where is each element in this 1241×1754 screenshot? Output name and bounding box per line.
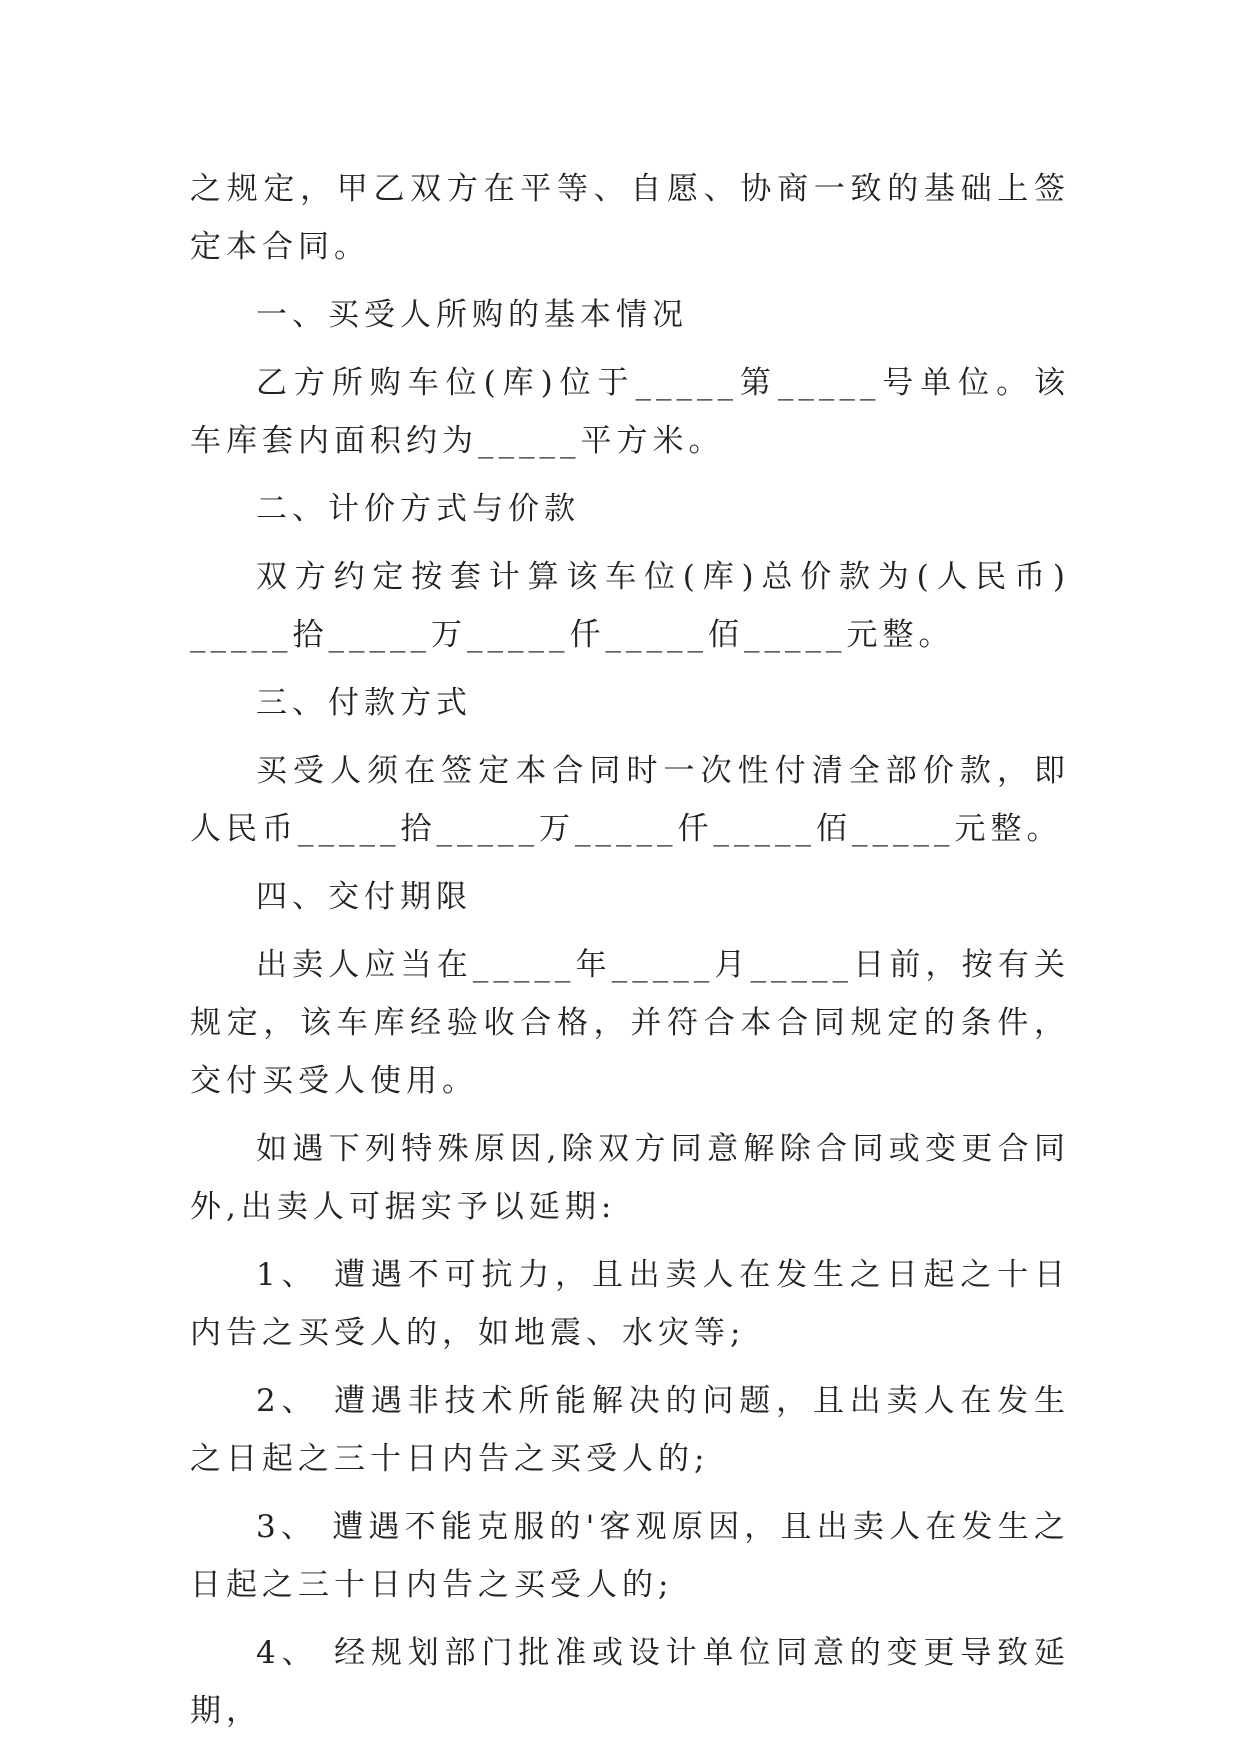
paragraph-payment-terms: 买受人须在签定本合同时一次性付清全部价款，即人民币_____拾_____万_____仟_____佰_____元整。 [190, 753, 1070, 847]
heading-section-1: 一、买受人所购的基本情况 [256, 297, 688, 333]
paragraph-contract-intro: 之规定，甲乙双方在平等、自愿、协商一致的基础上签定本合同。 [190, 171, 1070, 265]
document-body [190, 160, 1085, 1750]
heading-section-3: 三、付款方式 [256, 685, 472, 721]
heading-section-4: 四、交付期限 [256, 879, 472, 915]
list-item-condition-3: 3、 遭遇不能克服的'客观原因，且出卖人在发生之日起之三十日内告之买受人的; [190, 1509, 1070, 1603]
heading-section-2: 二、计价方式与价款 [256, 491, 580, 527]
paragraph-extension-conditions: 如遇下列特殊原因,除双方同意解除合同或变更合同外,出卖人可据实予以延期: [190, 1131, 1070, 1225]
list-item-condition-2: 2、 遭遇非技术所能解决的问题，且出卖人在发生之日起之三十日内告之买受人的; [190, 1383, 1070, 1477]
list-item-condition-1: 1、 遭遇不可抗力，且出卖人在发生之日起之十日内告之买受人的，如地震、水灾等; [190, 1257, 1070, 1351]
paragraph-delivery-deadline: 出卖人应当在_____年_____月_____日前，按有关规定，该车库经验收合格，并符合本合同规定的条件，交付买受人使用。 [190, 947, 1070, 1099]
list-item-condition-4: 4、 经规划部门批准或设计单位同意的变更导致延期， [190, 1635, 1070, 1729]
paragraph-total-price: 双方约定按套计算该车位(库)总价款为(人民币) _____拾_____万_____仟_____佰_____元整。 [190, 559, 1085, 653]
paragraph-parking-location: 乙方所购车位(库)位于_____第_____号单位。该车库套内面积约为_____平方米。 [190, 365, 1070, 459]
